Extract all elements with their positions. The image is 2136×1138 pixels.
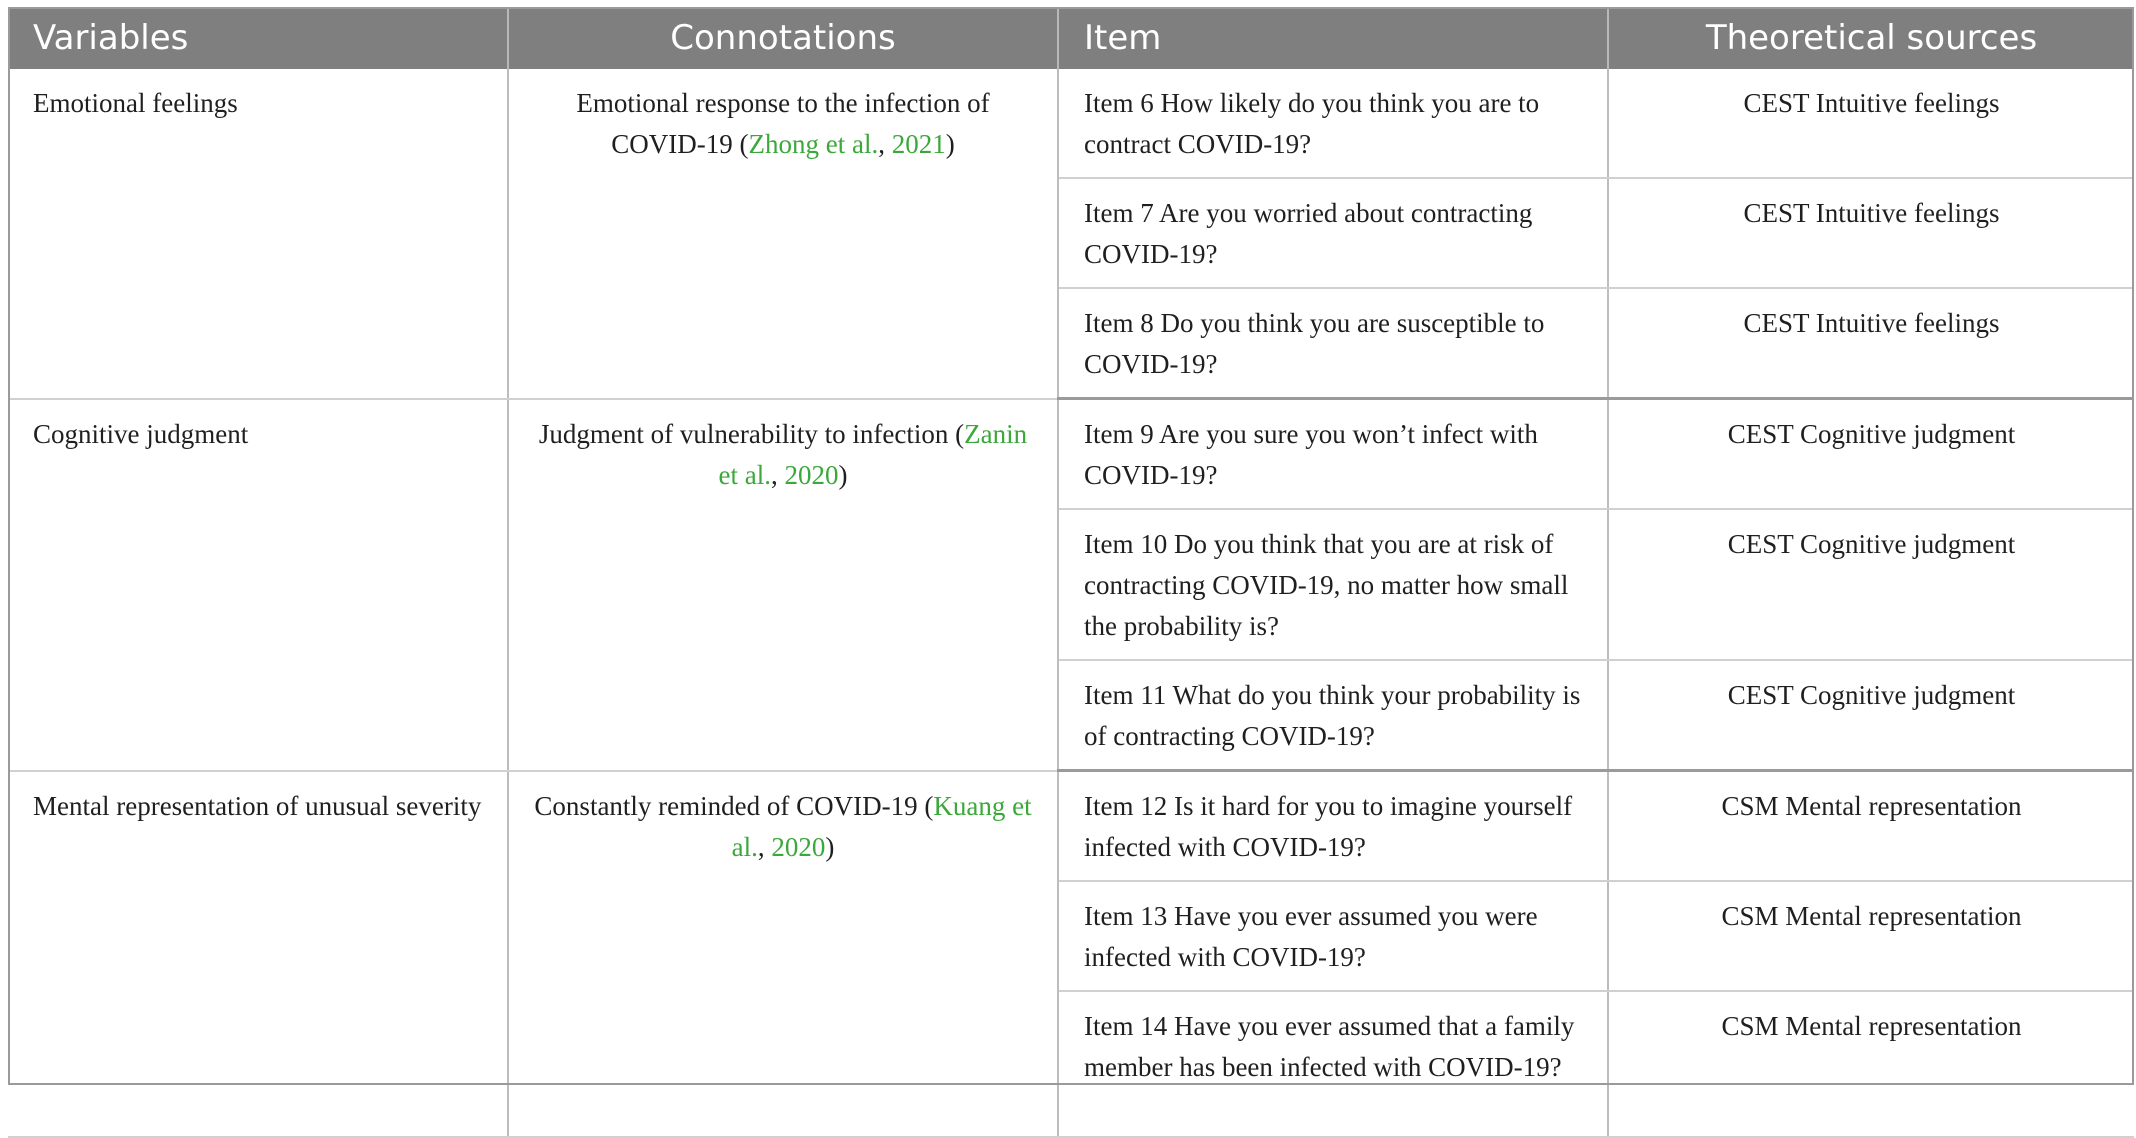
source-cell: CSM Mental representation	[1608, 881, 2134, 991]
header-item: Item	[1058, 7, 1608, 69]
item-cell: Item 7 Are you worried about contracting COVID-19?	[1058, 178, 1608, 288]
source-cell: CEST Intuitive feelings	[1608, 69, 2134, 178]
item-cell: Item 11 What do you think your probability is of contracting COVID-19?	[1058, 660, 1608, 771]
citation-close: )	[838, 459, 848, 490]
citation-author-link[interactable]: Kuang et al.	[731, 790, 1032, 862]
item-cell: Item 6 How likely do you think you are to contract COVID-19?	[1058, 69, 1608, 178]
citation-author-link[interactable]: Zhong et al.	[748, 129, 879, 159]
item-cell: Item 8 Do you think you are susceptible to COVID-19?	[1058, 288, 1608, 399]
source-cell: CSM Mental representation	[1608, 771, 2134, 882]
source-cell: CEST Cognitive judgment	[1608, 509, 2134, 660]
citation-close: )	[825, 831, 835, 862]
connotation-cell	[508, 399, 1058, 771]
citation-year-link[interactable]: 2021	[891, 129, 946, 159]
variables-table	[8, 7, 2134, 1138]
item-cell: Item 10 Do you think that you are at risk of contracting COVID-19, no matter how small the probability is?	[1058, 509, 1608, 660]
header-variables: Variables	[8, 7, 508, 69]
citation-separator: ,	[757, 831, 772, 862]
source-cell: CEST Intuitive feelings	[1608, 178, 2134, 288]
citation-year-link[interactable]: 2020	[771, 831, 826, 862]
connotation-cell	[508, 771, 1058, 1138]
source-cell: CEST Cognitive judgment	[1608, 399, 2134, 510]
citation-separator: ,	[770, 459, 785, 490]
variable-cell: Emotional feelings	[8, 69, 508, 399]
table-row	[8, 399, 2134, 510]
connotation-text: Judgment of vulnerability to infection (	[538, 418, 965, 449]
item-cell: Item 13 Have you ever assumed you were infected with COVID-19?	[1058, 881, 1608, 991]
source-cell: CSM Mental representation	[1608, 991, 2134, 1137]
citation-author-link[interactable]: Zanin et al.	[718, 418, 1028, 490]
source-cell: CEST Intuitive feelings	[1608, 288, 2134, 399]
table-row	[8, 771, 2134, 882]
item-cell: Item 9 Are you sure you won’t infect with COVID-19?	[1058, 399, 1608, 510]
citation-close: )	[945, 129, 955, 159]
variable-cell: Cognitive judgment	[8, 399, 508, 771]
citation-separator: ,	[878, 129, 892, 159]
citation-year-link[interactable]: 2020	[784, 459, 839, 490]
header-theoretical-sources: Theoretical sources	[1608, 7, 2134, 69]
source-cell: CEST Cognitive judgment	[1608, 660, 2134, 771]
table-row	[8, 69, 2134, 178]
item-cell: Item 12 Is it hard for you to imagine yourself infected with COVID-19?	[1058, 771, 1608, 882]
header-row	[8, 7, 2134, 69]
variable-cell: Mental representation of unusual severity	[8, 771, 508, 1138]
connotation-cell	[508, 69, 1058, 399]
connotation-text: Constantly reminded of COVID-19 (	[534, 790, 934, 821]
header-connotations: Connotations	[508, 7, 1058, 69]
connotation-text: Emotional response to the infection of COVID-19 (	[576, 88, 990, 159]
item-cell: Item 14 Have you ever assumed that a family member has been infected with COVID-19?	[1058, 991, 1608, 1137]
